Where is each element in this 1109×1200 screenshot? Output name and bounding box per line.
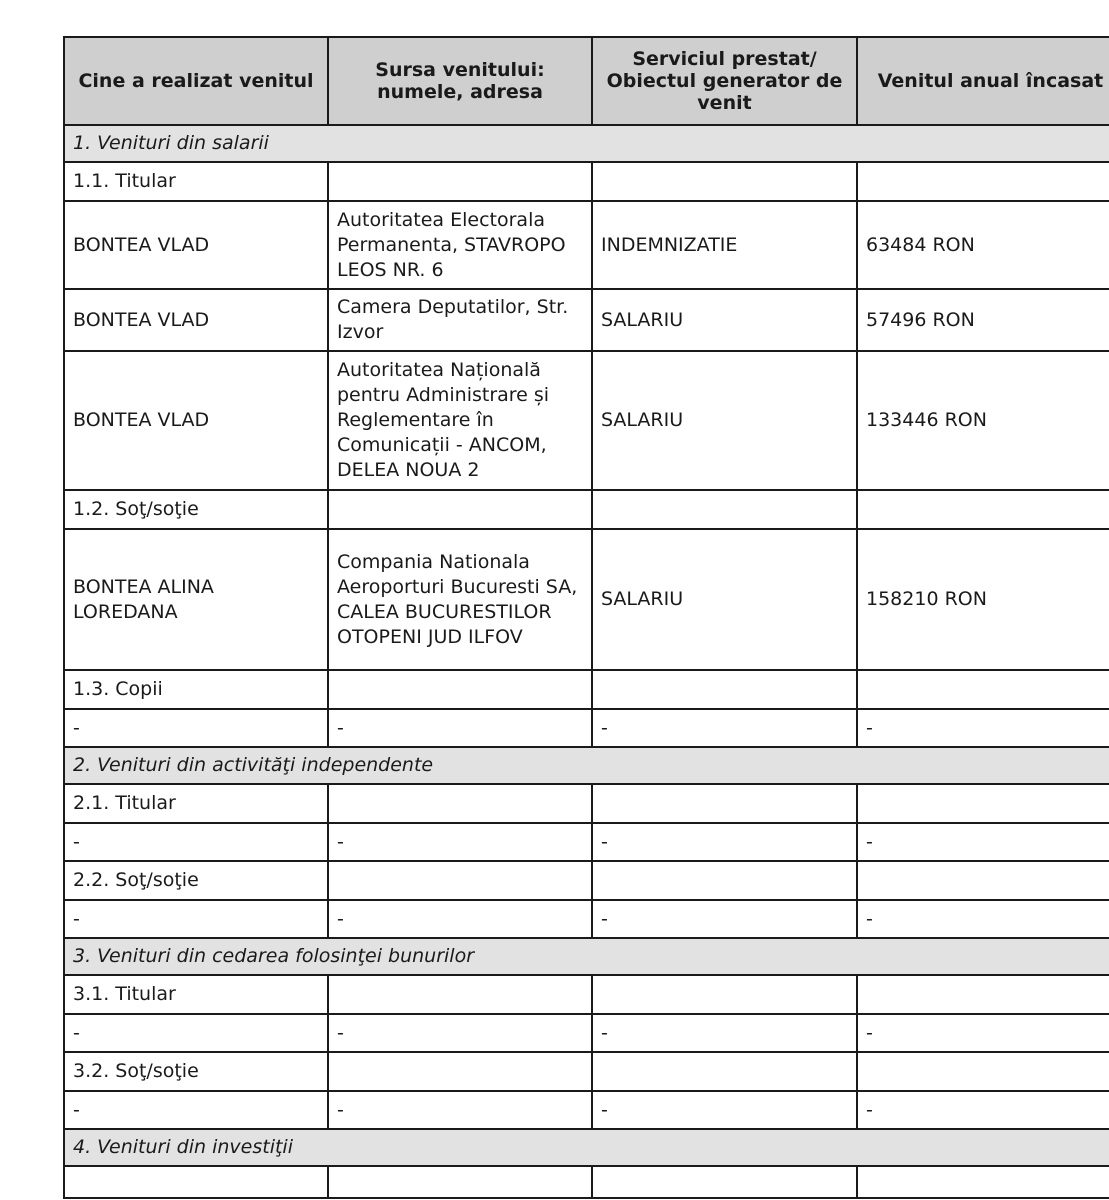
empty-cell xyxy=(328,490,592,529)
cell-source: - xyxy=(328,709,592,747)
header-income: Venitul anual încasat xyxy=(857,37,1109,125)
group-label: 1.2. Soţ/soţie xyxy=(64,490,328,529)
empty-cell xyxy=(328,1166,592,1198)
cell-income: 63484 RON xyxy=(857,201,1109,289)
cell-income: 133446 RON xyxy=(857,351,1109,490)
cell-income: - xyxy=(857,1014,1109,1052)
group-row xyxy=(64,861,1109,900)
group-label: 1.1. Titular xyxy=(64,162,328,201)
cell-income: 57496 RON xyxy=(857,289,1109,351)
table-row xyxy=(64,900,1109,938)
group-row xyxy=(64,490,1109,529)
empty-cell xyxy=(592,861,857,900)
empty-cell xyxy=(328,784,592,823)
group-row xyxy=(64,670,1109,709)
header-row xyxy=(64,37,1109,125)
cell-income: - xyxy=(857,1091,1109,1129)
empty-cell xyxy=(592,162,857,201)
empty-cell xyxy=(328,670,592,709)
table-row xyxy=(64,709,1109,747)
cell-source: - xyxy=(328,1014,592,1052)
income-declaration-table xyxy=(63,36,1109,1199)
group-label: 2.1. Titular xyxy=(64,784,328,823)
section-title: 1. Venituri din salarii xyxy=(64,125,1109,162)
cell-who: - xyxy=(64,823,328,861)
cell-who: BONTEA VLAD xyxy=(64,201,328,289)
cell-who: BONTEA VLAD xyxy=(64,351,328,490)
cell-who: - xyxy=(64,900,328,938)
cell-source: Autoritatea Electorala Permanenta, STAVROPO LEOS NR. 6 xyxy=(328,201,592,289)
section-title: 2. Venituri din activităţi independente xyxy=(64,747,1109,784)
empty-cell xyxy=(328,1052,592,1091)
empty-cell xyxy=(328,162,592,201)
table-row xyxy=(64,1091,1109,1129)
empty-cell xyxy=(857,490,1109,529)
header-who: Cine a realizat venitul xyxy=(64,37,328,125)
cell-income: - xyxy=(857,823,1109,861)
cell-income: - xyxy=(857,900,1109,938)
cell-service: SALARIU xyxy=(592,351,857,490)
cell-source: Camera Deputatilor, Str. Izvor xyxy=(328,289,592,351)
cell-who: BONTEA VLAD xyxy=(64,289,328,351)
cell-who: - xyxy=(64,1091,328,1129)
cell-service: - xyxy=(592,709,857,747)
group-row xyxy=(64,975,1109,1014)
section-row xyxy=(64,938,1109,975)
section-row xyxy=(64,1129,1109,1166)
table-row xyxy=(64,289,1109,351)
empty-cell xyxy=(328,861,592,900)
cell-service: - xyxy=(592,823,857,861)
table-row xyxy=(64,201,1109,289)
empty-cell xyxy=(64,1166,328,1198)
cell-source: - xyxy=(328,900,592,938)
empty-cell xyxy=(857,784,1109,823)
empty-cell xyxy=(592,1052,857,1091)
table-row xyxy=(64,823,1109,861)
table-row xyxy=(64,1014,1109,1052)
empty-cell xyxy=(857,975,1109,1014)
cell-who: - xyxy=(64,1014,328,1052)
cell-service: - xyxy=(592,900,857,938)
group-label: 1.3. Copii xyxy=(64,670,328,709)
section-title: 4. Venituri din investiţii xyxy=(64,1129,1109,1166)
cell-income: - xyxy=(857,709,1109,747)
cell-service: - xyxy=(592,1014,857,1052)
cell-source: - xyxy=(328,823,592,861)
empty-cell xyxy=(592,1166,857,1198)
group-label: 3.2. Soţ/soţie xyxy=(64,1052,328,1091)
section-row xyxy=(64,125,1109,162)
empty-cell xyxy=(328,975,592,1014)
cell-service: - xyxy=(592,1091,857,1129)
section-title: 3. Venituri din cedarea folosinţei bunurilor xyxy=(64,938,1109,975)
cell-service: SALARIU xyxy=(592,529,857,670)
cell-who: - xyxy=(64,709,328,747)
table-row xyxy=(64,529,1109,670)
group-row xyxy=(64,162,1109,201)
cell-source: - xyxy=(328,1091,592,1129)
empty-cell xyxy=(592,784,857,823)
cell-service: SALARIU xyxy=(592,289,857,351)
empty-cell xyxy=(857,1166,1109,1198)
empty-cell xyxy=(592,975,857,1014)
empty-cell xyxy=(857,861,1109,900)
header-source: Sursa venitului: numele, adresa xyxy=(328,37,592,125)
empty-cell xyxy=(592,490,857,529)
section-row xyxy=(64,747,1109,784)
table-row xyxy=(64,351,1109,490)
cell-service: INDEMNIZATIE xyxy=(592,201,857,289)
empty-cell xyxy=(592,670,857,709)
empty-cell xyxy=(857,162,1109,201)
group-row xyxy=(64,1052,1109,1091)
group-row xyxy=(64,784,1109,823)
group-label: 2.2. Soţ/soţie xyxy=(64,861,328,900)
empty-cell xyxy=(857,670,1109,709)
cell-source: Autoritatea Națională pentru Administrare și Reglementare în Comunicații - ANCOM, DELEA NOUA 2 xyxy=(328,351,592,490)
cell-who: BONTEA ALINA LOREDANA xyxy=(64,529,328,670)
group-label: 3.1. Titular xyxy=(64,975,328,1014)
table-row xyxy=(64,1166,1109,1198)
cell-income: 158210 RON xyxy=(857,529,1109,670)
empty-cell xyxy=(857,1052,1109,1091)
header-service: Serviciul prestat/ Obiectul generator de venit xyxy=(592,37,857,125)
cell-source: Compania Nationala Aeroporturi Bucuresti SA, CALEA BUCURESTILOR OTOPENI JUD ILFOV xyxy=(328,529,592,670)
